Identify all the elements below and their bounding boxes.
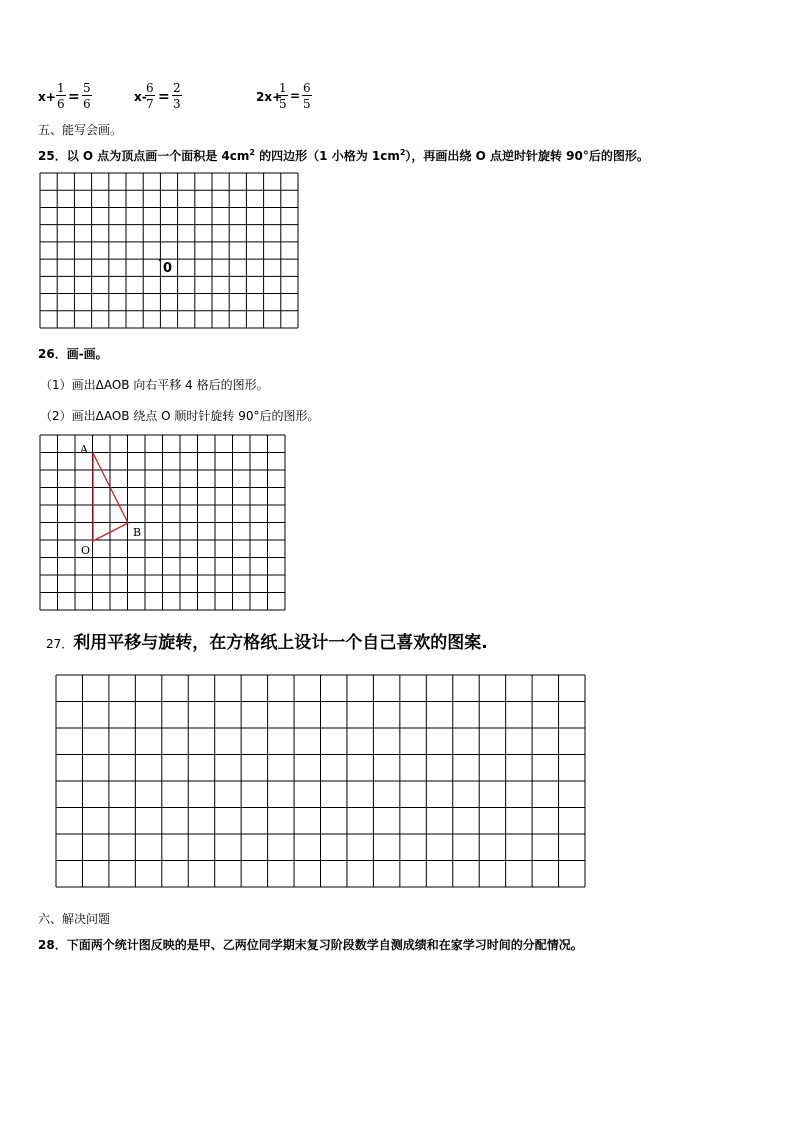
fraction-denominator: 7	[146, 97, 154, 111]
fraction-numerator: 6	[146, 81, 154, 95]
equation-2-fraction	[145, 82, 155, 110]
superscript: 2	[249, 148, 255, 157]
fraction-denominator: 6	[57, 97, 65, 111]
vertex-a-label: A	[80, 443, 88, 456]
question-26-title: 26．画-画。	[38, 347, 108, 361]
question-25-prefix: 25．以 O 点为顶点画一个面积是 4cm	[38, 149, 250, 163]
fraction-numerator: 5	[83, 81, 91, 95]
question-27	[46, 628, 488, 653]
question-26-part1: （1）画出ΔAOB 向右平移 4 格后的图形。	[40, 378, 269, 392]
equation-2-result	[172, 82, 182, 110]
fraction-denominator: 3	[173, 97, 181, 111]
equation-1-fraction	[56, 82, 66, 110]
equation-3-result	[302, 82, 312, 110]
question-26-part2: （2）画出ΔAOB 绕点 O 顺时针旋转 90°后的图形。	[40, 409, 320, 423]
fraction-numerator: 1	[279, 81, 287, 95]
equation-1-left: x+	[38, 90, 56, 104]
question-25	[38, 147, 649, 164]
equals-sign: =	[290, 89, 301, 103]
equals-sign: =	[158, 89, 170, 105]
vertex-o-label: O	[81, 544, 91, 557]
equals-sign: =	[68, 89, 80, 105]
section-five-heading: 五、能写会画。	[38, 123, 123, 137]
equation-1-result	[82, 82, 92, 110]
equation-3-left: 2x+	[256, 90, 283, 104]
fraction-numerator: 2	[173, 81, 181, 95]
fraction-denominator: 6	[83, 97, 91, 111]
fraction-numerator: 6	[303, 81, 311, 95]
point-o-dot	[159, 259, 161, 261]
section-six-heading: 六、解决问题	[38, 912, 111, 926]
question-27-text: 利用平移与旋转，在方格纸上设计一个自己喜欢的图案.	[73, 633, 488, 653]
equation-2-left: x-	[134, 90, 147, 104]
fraction-numerator: 1	[57, 81, 65, 95]
grid-26[interactable]	[40, 435, 286, 611]
grid-25[interactable]	[40, 173, 300, 329]
superscript: 2	[399, 148, 406, 157]
fraction-denominator: 5	[303, 97, 311, 111]
point-o-label: 0	[163, 261, 173, 276]
question-25-suffix: ），再画出绕 O 点逆时针旋转 90°后的图形。	[405, 149, 649, 163]
question-28: 28．下面两个统计图反映的是甲、乙两位同学期末复习阶段数学自测成绩和在家学习时间的分配情况。	[38, 938, 583, 952]
question-27-number: 27．	[46, 637, 74, 651]
fraction-denominator: 5	[279, 97, 287, 111]
equation-3-fraction	[278, 82, 288, 110]
vertex-b-label: B	[133, 526, 142, 539]
question-25-middle: 的四边形（1 小格为 1cm	[254, 149, 400, 163]
grid-27[interactable]	[56, 675, 586, 888]
